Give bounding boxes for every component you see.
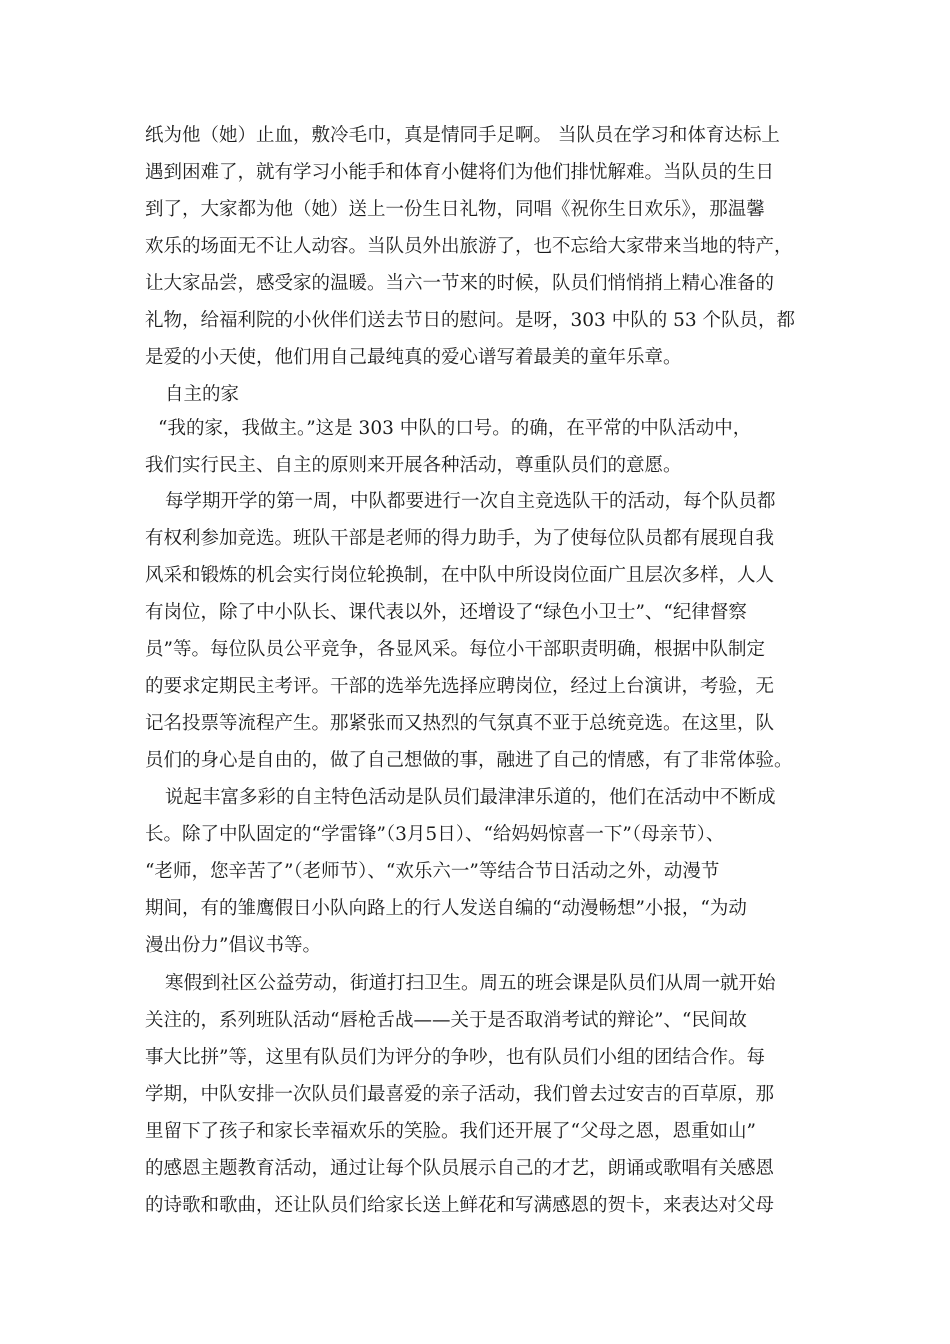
text-line: 到了，大家都为他（她）送上一份生日礼物，同唱《祝你生日欢乐》，那温馨 xyxy=(145,199,765,220)
text-line: 里留下了孩子和家长幸福欢乐的笑脸。我们还开展了“父母之恩，恩重如山” xyxy=(145,1121,756,1142)
text-line: 的感恩主题教育活动，通过让每个队员展示自己的才艺，朗诵或歌唱有关感恩 xyxy=(145,1158,775,1179)
text-line: 遇到困难了，就有学习小能手和体育小健将们为他们排忧解难。当队员的生日 xyxy=(145,162,775,183)
text-line: 的要求定期民主考评。干部的选举先选择应聘岗位，经过上台演讲，考验，无 xyxy=(145,676,775,697)
text-line: 记名投票等流程产生。那紧张而又热烈的气氛真不亚于总统竞选。在这里，队 xyxy=(145,713,775,734)
text-line: 员”等。每位队员公平竞争，各显风采。每位小干部职责明确，根据中队制定 xyxy=(145,639,765,660)
text-line: 长。除了中队固定的“学雷锋”（3月5日）、“给妈妈惊喜一下”（母亲节）、 xyxy=(145,824,725,845)
text-line: 的诗歌和歌曲，还让队员们给家长送上鲜花和写满感恩的贺卡，来表达对父母 xyxy=(145,1195,775,1216)
text-line: 有岗位，除了中小队长、课代表以外，还增设了“绿色小卫士”、“纪律督察 xyxy=(145,602,747,623)
text-line: 员们的身心是自由的，做了自己想做的事，融进了自己的情感，有了非常体验。 xyxy=(145,750,793,771)
text-line: “老师，您辛苦了”（老师节）、“欢乐六一”等结合节日活动之外，动漫节 xyxy=(145,861,720,882)
text-line: 风采和锻炼的机会实行岗位轮换制，在中队中所设岗位面广且层次多样，人人 xyxy=(145,565,775,586)
text-line: 学期，中队安排一次队员们最喜爱的亲子活动，我们曾去过安吉的百草原，那 xyxy=(145,1084,775,1105)
text-line: 有权利参加竞选。班队干部是老师的得力助手，为了使每位队员都有展现自我 xyxy=(145,528,775,549)
text-line: 漫出份力”倡议书等。 xyxy=(145,935,321,956)
text-line: 每学期开学的第一周，中队都要进行一次自主竞选队干的活动，每个队员都 xyxy=(165,491,776,512)
text-line: 是爱的小天使，他们用自己最纯真的爱心谱写着最美的童年乐章。 xyxy=(145,347,682,368)
text-line: 关注的，系列班队活动“唇枪舌战——关于是否取消考试的辩论”、“民间故 xyxy=(145,1010,747,1031)
text-line: 期间，有的雏鹰假日小队向路上的行人发送自编的“动漫畅想”小报，“为动 xyxy=(145,898,747,919)
text-line: 事大比拼”等，这里有队员们为评分的争吵，也有队员们小组的团结合作。每 xyxy=(145,1047,765,1068)
text-line: 寒假到社区公益劳动，街道打扫卫生。周五的班会课是队员们从周一就开始 xyxy=(165,973,776,994)
text-line: “我的家，我做主。”这是 303 中队的口号。的确，在平常的中队活动中， xyxy=(158,418,752,439)
text-line: 我们实行民主、自主的原则来开展各种活动，尊重队员们的意愿。 xyxy=(145,455,682,476)
section-heading: 自主的家 xyxy=(165,384,240,405)
text-line: 纸为他（她）止血，敷冷毛巾，真是情同手足啊。 当队员在学习和体育达标上 xyxy=(145,125,780,146)
text-line: 礼物，给福利院的小伙伴们送去节日的慰问。是呀，303 中队的 53 个队员，都 xyxy=(145,310,795,331)
text-line: 说起丰富多彩的自主特色活动是队员们最津津乐道的，他们在活动中不断成 xyxy=(165,787,776,808)
text-line: 欢乐的场面无不让人动容。当队员外出旅游了，也不忘给大家带来当地的特产， xyxy=(145,236,793,257)
text-line: 让大家品尝，感受家的温暖。当六一节来的时候，队员们悄悄捎上精心准备的 xyxy=(145,273,775,294)
